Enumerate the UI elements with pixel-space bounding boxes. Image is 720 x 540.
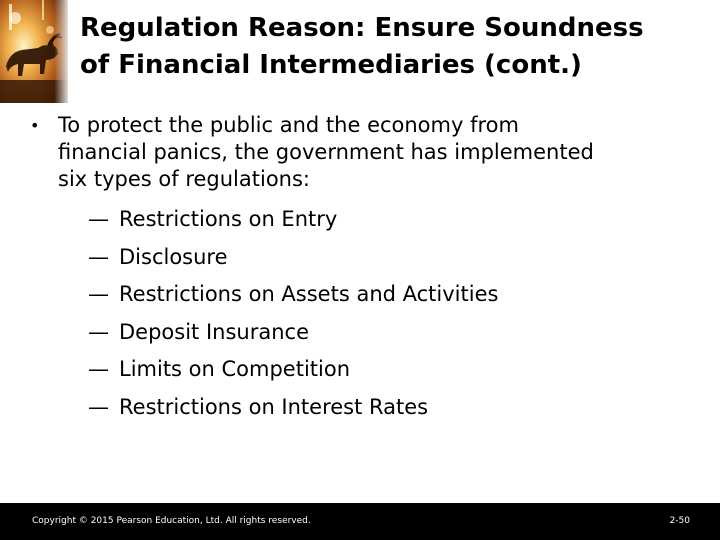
dash-marker: — <box>88 319 109 344</box>
list-item-label: Disclosure <box>119 244 228 269</box>
list-item-label: Deposit Insurance <box>119 319 309 344</box>
list-item <box>30 351 700 389</box>
list-item <box>30 201 700 239</box>
list-item <box>30 239 700 277</box>
list-item <box>30 276 700 314</box>
slide-body <box>30 112 700 426</box>
list-item-label: Limits on Competition <box>119 357 351 381</box>
dash-marker: — <box>88 244 109 269</box>
list-item-label: Restrictions on Entry <box>119 207 338 231</box>
bullet-text <box>58 112 700 193</box>
dash-marker: — <box>88 282 109 306</box>
regulation-types-list <box>30 201 700 426</box>
dash-marker: — <box>88 207 109 231</box>
bullet-marker: • <box>30 116 40 135</box>
bull-statue-photo <box>0 0 68 103</box>
page-number: 2-50 <box>669 516 690 526</box>
list-item-label: Restrictions on Assets and Activities <box>119 282 499 306</box>
bullet-line: To protect the public and the economy from <box>58 113 519 137</box>
bullet-line: six types of regulations: <box>58 167 310 191</box>
dash-marker: — <box>88 394 109 419</box>
bullet-line: financial panics, the government has implemented <box>58 140 594 164</box>
footer-bar <box>0 503 720 540</box>
title-line: of Financial Intermediaries (cont.) <box>80 50 582 80</box>
main-bullet <box>30 112 700 193</box>
list-item <box>30 314 700 352</box>
title-line: Regulation Reason: Ensure Soundness <box>80 13 644 43</box>
dash-marker: — <box>88 357 109 381</box>
list-item-label: Restrictions on Interest Rates <box>119 394 429 419</box>
list-item <box>30 389 700 427</box>
copyright-text: Copyright © 2015 Pearson Education, Ltd. All rights reserved. <box>32 516 311 526</box>
slide-title <box>80 10 710 84</box>
